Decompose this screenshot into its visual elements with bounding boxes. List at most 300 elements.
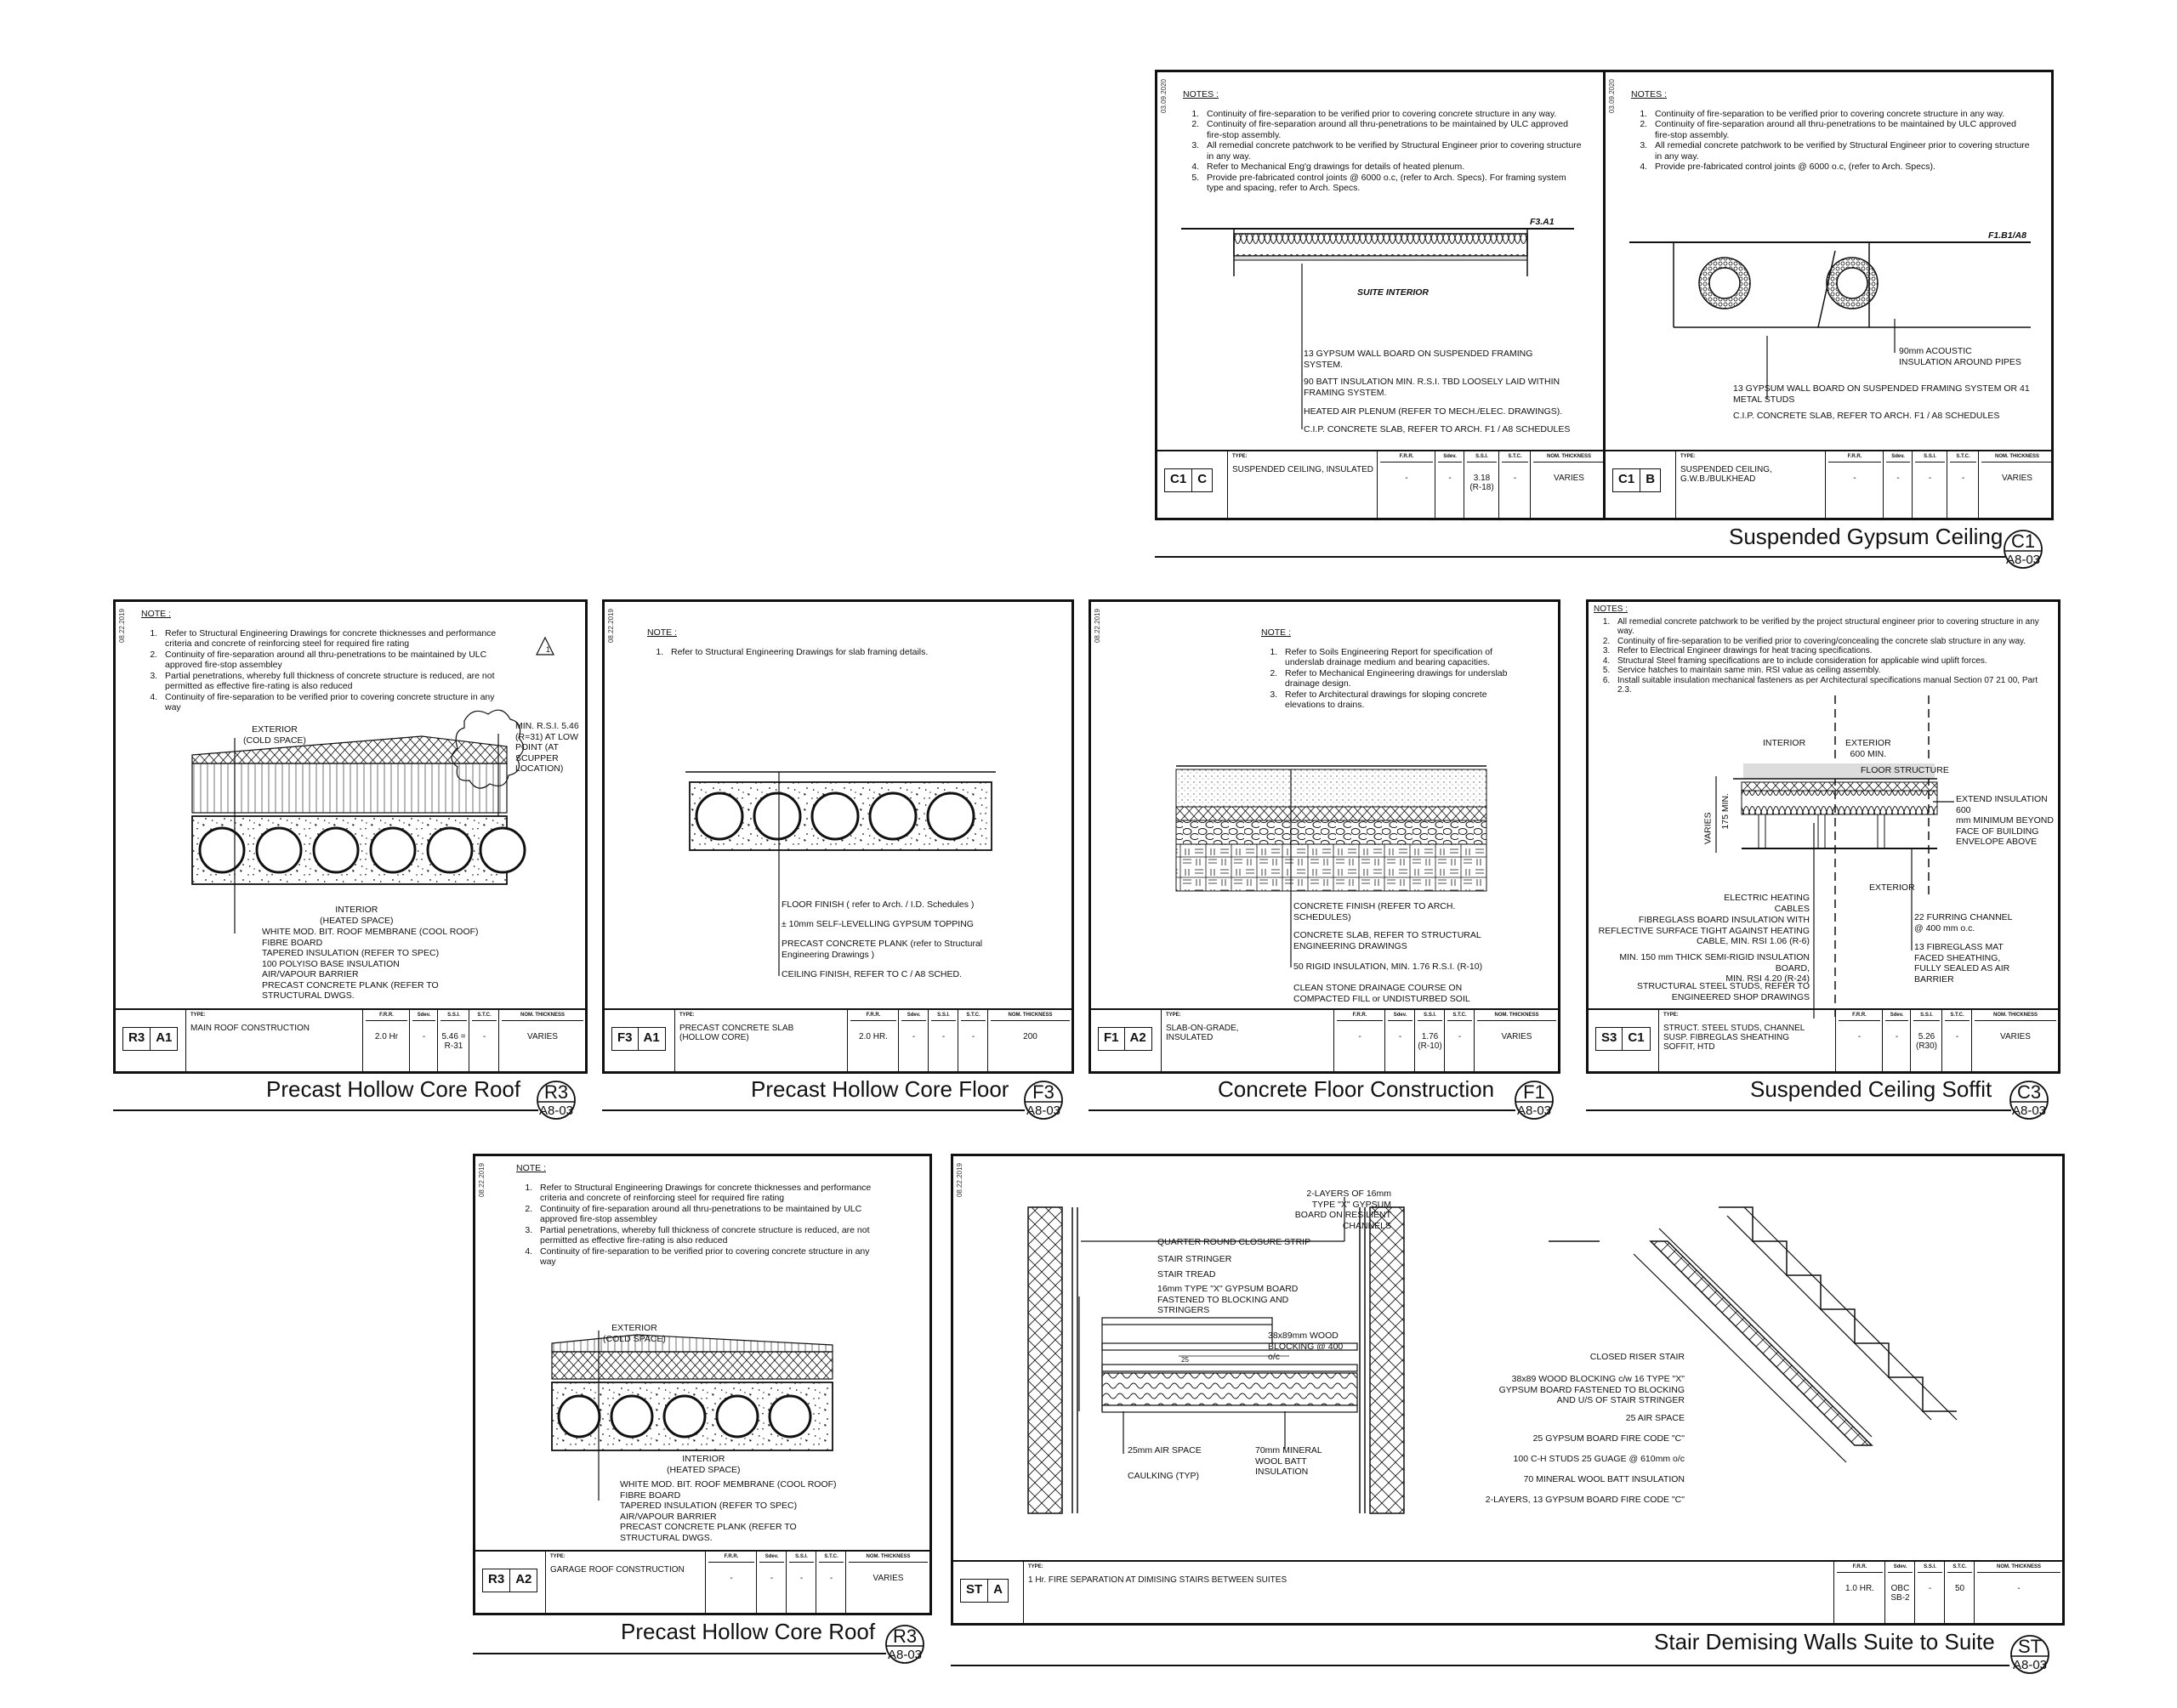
rating-value: - [1398, 1032, 1402, 1041]
title-block [1157, 450, 1603, 518]
rating-column [1474, 1010, 1559, 1071]
rating-column [987, 1010, 1072, 1071]
rating-value: 200 [1023, 1032, 1037, 1041]
assembly-type [185, 1010, 363, 1071]
assembly-type [674, 1010, 848, 1071]
note-item: 1. All remedial concrete patchwork to be verified by the project structural engineer prior to covering structure in any way. [1612, 617, 2049, 637]
detail-c1-b [1603, 70, 2054, 520]
right-label-1: CLOSED RISER STAIR [1589, 1352, 1685, 1362]
rating-header: Sdev. [1888, 1562, 1913, 1573]
detail-letter: B [1640, 469, 1660, 491]
note-item: 4. Continuity of fire-separation to be verified prior to covering concrete structure in any way [535, 1246, 873, 1268]
rating-column [1498, 451, 1531, 518]
delta-revision-number: 1 [546, 645, 551, 654]
rating-header: NOM. THICKNESS [1981, 451, 2053, 462]
rating-value: VARIES [527, 1032, 558, 1041]
layer-label-2: 13 GYPSUM WALL BOARD ON SUSPENDED FRAMING SYSTEM OR 41 METAL STUDS [1733, 383, 2030, 405]
interior-label: INTERIOR [1763, 738, 1806, 748]
detail-f3-a1 [602, 599, 1074, 1074]
note-item: 2. Continuity of fire-separation to be verified prior to covering/concealing the concrete slab structure in any way. [1612, 637, 2049, 647]
rating-header: NOM. THICKNESS [1977, 1562, 2060, 1573]
detail-code-box [1164, 468, 1213, 492]
rating-column [1384, 1010, 1415, 1071]
rating-value: - [1896, 474, 1900, 483]
note-item: 4. Provide pre-fabricated control joints @ 6000 o.c, (refer to Arch. Specs). [1650, 162, 2031, 173]
top-label: 2-LAYERS OF 16mm TYPE "X" GYPSUM BOARD ON RESILIENT CHANNELS [1294, 1189, 1391, 1231]
drawing-title-c1: Suspended Gypsum Ceiling [1729, 524, 2004, 549]
rating-header: S.T.C. [472, 1010, 497, 1021]
type-header: TYPE: [1232, 454, 1248, 459]
rating-value: VARIES [2000, 1032, 2031, 1041]
rating-column [1974, 1562, 2063, 1623]
left-label-2: FIBREGLASS BOARD INSULATION WITH REFLECTIVE SURFACE TIGHT AGAINST HEATING CABLE, MIN. RSI 1.06 (R-6) [1598, 915, 1810, 946]
left-label-4: STRUCTURAL STEEL STUDS, REFER TO ENGINEERED SHOP DRAWINGS [1636, 981, 1810, 1002]
rating-value: - [912, 1032, 916, 1041]
type-value: GARAGE ROOF CONSTRUCTION [550, 1565, 685, 1575]
rating-header: NOM. THICKNESS [1975, 1010, 2056, 1021]
exterior-label: EXTERIOR (COLD SPACE) [243, 724, 306, 746]
layer-labels: WHITE MOD. BIT. ROOF MEMBRANE (COOL ROOF) FIBRE BOARD TAPERED INSULATION (REFER TO SPEC) 100 POLYISO BASE INSULATION AIR/VAPOUR BARRIER PRECAST CONCRETE PLANK (REFER TO STRUCTURAL DWGS. [262, 927, 479, 1001]
interior-label: INTERIOR (HEATED SPACE) [667, 1454, 741, 1475]
rating-value: - [730, 1574, 733, 1583]
note-item: 5. Service hatches to maintain same min. RSI value as ceiling assembly. [1612, 666, 2049, 676]
rating-column [1882, 1010, 1911, 1071]
rating-column [362, 1010, 410, 1071]
rating-header: S.T.C. [819, 1552, 844, 1563]
left-label-4: 16mm TYPE "X" GYPSUM BOARD FASTENED TO BLOCKING AND STRINGERS [1157, 1284, 1299, 1315]
title-underline [473, 1653, 886, 1654]
title-block [953, 1560, 2062, 1623]
type-value: STRUCT. STEEL STUDS, CHANNEL SUSP. FIBREGLAS SHEATHING SOFFIT, HTD [1663, 1024, 1805, 1052]
bubble-number: C3 [2016, 1081, 2042, 1103]
bubble-number: F1 [1523, 1081, 1545, 1103]
rating-header: S.T.C. [1947, 1562, 1972, 1573]
bubble-sheet: A8-03 [887, 1648, 923, 1662]
rating-value: - [2017, 1584, 2021, 1593]
layer-label-1: CONCRETE FINISH (REFER TO ARCH. SCHEDULES) [1293, 901, 1456, 922]
title-block [116, 1008, 585, 1071]
notes-title: NOTES : [1594, 604, 1628, 614]
rating-value: - [422, 1032, 426, 1041]
detail-number: R3 [488, 1572, 505, 1586]
detail-st-a [951, 1154, 2065, 1626]
bubble-sheet: A8-03 [2012, 1658, 2048, 1672]
rating-column [1914, 1562, 1945, 1623]
rating-column [1464, 451, 1499, 518]
rating-value: 3.18 (R-18) [1469, 474, 1494, 492]
rating-column [1435, 451, 1464, 518]
detail-code-box [122, 1027, 178, 1051]
min-175-dimension: 175 MIN. [1720, 792, 1731, 830]
rating-header: F.R.R. [1380, 451, 1433, 462]
type-value: SLAB-ON-GRADE, INSULATED [1166, 1024, 1239, 1042]
rating-column [1444, 1010, 1475, 1071]
note-item: 1. Refer to Structural Engineering Drawings for concrete thicknesses and performance criteria and concrete of reinforcing steel for required fire rating [160, 628, 503, 650]
exterior-label: EXTERIOR (COLD SPACE) [603, 1323, 666, 1344]
detail-letter: A1 [150, 1028, 177, 1050]
type-header: TYPE: [1663, 1013, 1679, 1018]
detail-number: R3 [128, 1030, 145, 1045]
rating-value: - [1405, 474, 1408, 483]
note-item: 3. All remedial concrete patchwork to be verified by Structural Engineer prior to covering structure in any way. [1202, 140, 1583, 162]
exterior-label: EXTERIOR 600 MIN. [1845, 738, 1891, 759]
rating-column [1530, 451, 1607, 518]
assembly-type [1658, 1010, 1836, 1071]
rating-value: 5.26 (R30) [1915, 1032, 1937, 1051]
layer-label-4: CEILING FINISH, REFER TO C / A8 SCHED. [782, 969, 962, 979]
rating-header: F.R.R. [850, 1010, 896, 1021]
rating-column [928, 1010, 958, 1071]
rating-column [1910, 1010, 1942, 1071]
detail-letter: C1 [1622, 1028, 1649, 1050]
rating-column [1377, 451, 1435, 518]
rating-header: F.R.R. [366, 1010, 407, 1021]
section-bubble-r3 [536, 1080, 577, 1121]
rating-value: - [1513, 474, 1517, 483]
detail-number: F3 [617, 1030, 633, 1045]
type-value: PRECAST CONCRETE SLAB (HOLLOW CORE) [679, 1024, 794, 1042]
rating-header: NOM. THICKNESS [1477, 1010, 1556, 1021]
layer-label-2: CONCRETE SLAB, REFER TO STRUCTURAL ENGINEERING DRAWINGS [1293, 930, 1481, 951]
rating-column [409, 1010, 438, 1071]
note-item: 2. Continuity of fire-separation around all thru-penetrations to be maintained by ULC approved fire-stop assembley [535, 1204, 873, 1225]
right-label-2: 22 FURRING CHANNEL @ 400 mm o.c. [1914, 912, 2013, 933]
type-header: TYPE: [679, 1013, 695, 1018]
assembly-type [1227, 451, 1378, 518]
title-underline [113, 1109, 538, 1111]
layer-label-2: 90 BATT INSULATION MIN. R.S.I. TBD LOOSELY LAID WITHIN FRAMING SYSTEM. [1304, 377, 1560, 398]
right-label-3: 25 AIR SPACE [1625, 1413, 1685, 1423]
note-item: 1. Refer to Structural Engineering Drawings for slab framing details. [666, 647, 1030, 658]
layer-label-1: FLOOR FINISH ( refer to Arch. / I.D. Schedules ) [782, 899, 975, 910]
note-item: 4. Structural Steel framing specifications are to include consideration for applicable wind uplift forces. [1612, 656, 2049, 667]
left-label-3: STAIR TREAD [1157, 1269, 1216, 1280]
rating-header: Sdev. [1438, 451, 1462, 462]
notes-title: NOTES : [1631, 89, 1668, 99]
rating-header: NOM. THICKNESS [849, 1552, 928, 1563]
rating-header: Sdev. [1886, 451, 1910, 462]
note-item: 4. Refer to Mechanical Eng'g drawings for details of heated plenum. [1202, 162, 1583, 173]
section-bubble-c1 [2003, 529, 2043, 570]
rating-value: - [1928, 1584, 1932, 1593]
type-value: MAIN ROOF CONSTRUCTION [190, 1024, 310, 1033]
rating-value: - [770, 1574, 774, 1583]
rating-value: - [482, 1032, 486, 1041]
right-label-4: 25 GYPSUM BOARD FIRE CODE "C" [1532, 1433, 1685, 1444]
notes-title: NOTE : [516, 1163, 547, 1173]
right-label-7: 2-LAYERS, 13 GYPSUM BOARD FIRE CODE "C" [1485, 1495, 1685, 1505]
rating-column [469, 1010, 499, 1071]
section-bubble-st [2009, 1634, 2050, 1675]
rating-column [756, 1552, 787, 1613]
bubble-sheet: A8-03 [538, 1104, 574, 1118]
rating-header: Sdev. [901, 1010, 926, 1021]
rating-value: - [829, 1574, 833, 1583]
rating-value: VARIES [1554, 474, 1584, 483]
rating-column [1978, 451, 2055, 518]
title-block [1091, 1008, 1558, 1071]
right-label-5: 100 C-H STUDS 25 GUAGE @ 610mm o/c [1513, 1454, 1685, 1464]
type-header: TYPE: [550, 1554, 566, 1559]
rating-column [1912, 451, 1947, 518]
left-label-2: STAIR STRINGER [1157, 1254, 1232, 1264]
layer-labels: WHITE MOD. BIT. ROOF MEMBRANE (COOL ROOF) FIBRE BOARD TAPERED INSULATION (REFER TO SPEC) AIR/VAPOUR BARRIER PRECAST CONCRETE PLANK (REFER TO STRUCTURAL DWGS. [620, 1479, 837, 1543]
rating-column [1971, 1010, 2059, 1071]
title-underline [951, 1665, 2009, 1666]
detail-code-box [611, 1027, 666, 1051]
rating-value: 1.0 HR. [1845, 1584, 1874, 1593]
rating-header: S.T.C. [1447, 1010, 1472, 1021]
dimension-label: 25 [1181, 1356, 1189, 1364]
rating-value: OBC SB-2 [1890, 1584, 1910, 1603]
drawing-title-st: Stair Demising Walls Suite to Suite [1654, 1629, 1995, 1654]
rating-header: NOM. THICKNESS [1533, 451, 1605, 462]
rating-value: - [1895, 1032, 1899, 1041]
rating-header: NOM. THICKNESS [502, 1010, 583, 1021]
detail-number: C1 [1170, 472, 1187, 486]
section-bubble-c3 [2009, 1080, 2049, 1121]
detail-number: F1 [1104, 1030, 1119, 1045]
detail-code-box [482, 1569, 537, 1592]
detail-number: ST [966, 1582, 983, 1597]
note-item: 3. Refer to Architectural drawings for sloping concrete elevations to drains. [1280, 689, 1516, 711]
note-item: 1. Refer to Structural Engineering Drawings for concrete thicknesses and performance criteria and concrete of reinforcing steel for required fire rating [535, 1183, 873, 1204]
layer-label-3: C.I.P. CONCRETE SLAB, REFER TO ARCH. F1 / A8 SCHEDULES [1733, 411, 2000, 421]
rating-header: S.S.I. [1467, 451, 1497, 462]
rating-value: - [971, 1032, 975, 1041]
detail-r3-a1 [113, 599, 588, 1074]
title-underline [1088, 1109, 1515, 1111]
note-item: 1. Refer to Soils Engineering Report for specification of underslab drainage medium and bearing capacities. [1280, 647, 1516, 668]
floor-structure-label: FLOOR STRUCTURE [1861, 765, 1949, 775]
bulkhead-section-drawing [1606, 72, 2051, 463]
rating-column [1941, 1010, 1972, 1071]
detail-letter: A [987, 1580, 1008, 1602]
date-stamp: 08.22.2019 [478, 1163, 486, 1198]
rating-column [845, 1552, 930, 1613]
rating-value: 1.76 (R-10) [1418, 1032, 1442, 1051]
left-label-3: MIN. 150 mm THICK SEMI-RIGID INSULATION BOARD, MIN. RSI 4.20 (R-24) [1619, 952, 1810, 984]
ceiling-section-drawing [1157, 72, 1603, 463]
detail-c1-c [1155, 70, 1606, 520]
drawing-title-f1: Concrete Floor Construction [1218, 1076, 1495, 1102]
rating-header: S.S.I. [789, 1552, 814, 1563]
layer-label-4: CLEAN STONE DRAINAGE COURSE ON COMPACTED FILL or UNDISTURBED SOIL [1293, 983, 1470, 1004]
type-header: TYPE: [1028, 1564, 1043, 1569]
exterior-mid-label: EXTERIOR [1869, 882, 1915, 893]
room-label: SUITE INTERIOR [1357, 287, 1430, 298]
rating-column [705, 1552, 757, 1613]
rating-column [816, 1552, 846, 1613]
note-item: 2. Refer to Mechanical Engineering drawings for underslab drainage design. [1280, 668, 1516, 689]
date-stamp: 03.09.2020 [1608, 79, 1616, 114]
assembly-type [1023, 1562, 1834, 1623]
detail-number: S3 [1601, 1030, 1617, 1045]
interior-label: INTERIOR (HEATED SPACE) [320, 905, 394, 926]
note-item: 3. Refer to Electrical Engineer drawings for heat tracing specifications. [1612, 646, 2049, 656]
title-underline [602, 1109, 1025, 1111]
rating-value: - [1955, 1032, 1959, 1041]
rating-header: Sdev. [1388, 1010, 1412, 1021]
type-value: 1 Hr. FIRE SEPARATION AT DIMISING STAIRS BETWEEN SUITES [1028, 1575, 1287, 1585]
air-space-label: 25mm AIR SPACE [1128, 1445, 1202, 1455]
layer-label-2: ± 10mm SELF-LEVELLING GYPSUM TOPPING [782, 919, 974, 929]
assembly-type [1161, 1010, 1334, 1071]
assembly-type [545, 1552, 706, 1613]
date-stamp: 08.22.2019 [1094, 609, 1101, 644]
rating-header: Sdev. [412, 1010, 435, 1021]
section-bubble-f3 [1023, 1080, 1064, 1121]
rating-value: 2.0 HR. [859, 1032, 888, 1041]
bubble-sheet: A8-03 [2005, 553, 2041, 567]
rating-column [1835, 1010, 1883, 1071]
detail-letter: A1 [638, 1028, 665, 1050]
rating-value: - [1448, 474, 1452, 483]
detail-letter: A2 [509, 1569, 537, 1592]
type-header: TYPE: [1166, 1013, 1181, 1018]
detail-r3-a2 [473, 1154, 932, 1615]
detail-f1-a2 [1088, 599, 1560, 1074]
varies-dimension: VARIES [1702, 812, 1714, 845]
rating-column [786, 1552, 816, 1613]
detail-code-box [960, 1579, 1009, 1603]
rating-header: Sdev. [759, 1552, 784, 1563]
bubble-number: C1 [2010, 531, 2036, 552]
bubble-sheet: A8-03 [1516, 1104, 1552, 1118]
rating-header: F.R.R. [1828, 451, 1881, 462]
title-block [605, 1008, 1071, 1071]
bubble-number: F3 [1032, 1081, 1054, 1103]
rating-value: VARIES [1501, 1032, 1532, 1041]
title-block [1606, 450, 2051, 518]
note-item: 2. Continuity of fire-separation around all thru-penetrations to be maintained by ULC approved fire-stop assembly. [1650, 119, 2031, 140]
rating-value: VARIES [2002, 474, 2032, 483]
rating-header: S.S.I. [441, 1010, 467, 1021]
note-item: 6. Install suitable insulation mechanical fasteners as per Architectural specifications manual Section 07 21 00, Part 2.3. [1612, 676, 2049, 695]
drawing-title-c3: Suspended Ceiling Soffit [1750, 1076, 1992, 1102]
rating-column [847, 1010, 899, 1071]
rating-column [958, 1010, 988, 1071]
detail-ref-label: F3.A1 [1530, 217, 1555, 227]
slab-on-grade-drawing [1091, 602, 1558, 1019]
left-label-1: QUARTER ROUND CLOSURE STRIP [1157, 1237, 1311, 1247]
date-stamp: 03.09.2020 [1160, 79, 1168, 114]
rating-value: - [799, 1574, 804, 1583]
rating-header: S.S.I. [931, 1010, 956, 1021]
type-header: TYPE: [190, 1013, 206, 1018]
rating-column [898, 1010, 929, 1071]
note-item: 4. Continuity of fire-separation to be verified prior to covering concrete structure in any way [160, 692, 503, 713]
drawing-title-r3-garage: Precast Hollow Core Roof [621, 1619, 876, 1644]
blocking-label: 38x89mm WOOD BLOCKING @ 400 o/c [1268, 1331, 1344, 1362]
bubble-number: R3 [892, 1626, 918, 1647]
detail-letter: C [1191, 469, 1212, 491]
bubble-sheet: A8-03 [2011, 1104, 2047, 1118]
right-label-2: 38x89 WOOD BLOCKING c/w 16 TYPE "X" GYPSUM BOARD FASTENED TO BLOCKING AND U/S OF STAIR STRINGER [1498, 1374, 1685, 1405]
rating-column [1884, 1562, 1915, 1623]
detail-code-box [1612, 468, 1661, 492]
layer-label-1: 13 GYPSUM WALL BOARD ON SUSPENDED FRAMING SYSTEM. [1304, 349, 1533, 370]
rating-value: - [1853, 474, 1856, 483]
rating-header: S.T.C. [961, 1010, 986, 1021]
rating-header: F.R.R. [1839, 1010, 1880, 1021]
bubble-sheet: A8-03 [1026, 1104, 1061, 1118]
rating-header: S.S.I. [1918, 1562, 1942, 1573]
title-block [1589, 1008, 2058, 1071]
detail-code-box [1595, 1027, 1651, 1051]
detail-s3-c1 [1586, 599, 2060, 1074]
right-label-1: EXTEND INSULATION 600 mm MINIMUM BEYOND FACE OF BUILDING ENVELOPE ABOVE [1956, 794, 2054, 847]
title-underline [1586, 1109, 2011, 1111]
detail-letter: A2 [1124, 1028, 1151, 1050]
type-header: TYPE: [1680, 454, 1696, 459]
title-block [475, 1550, 929, 1613]
cloud-note: MIN. R.S.I. 5.46 (R=31) AT LOW POINT (AT SCUPPER LOCATION) [515, 721, 579, 774]
bubble-number: R3 [543, 1081, 569, 1103]
detail-ref-label: F1.B1/A8 [1988, 230, 2026, 241]
section-bubble-f1 [1514, 1080, 1555, 1121]
note-item: 3. Partial penetrations, whereby full thickness of concrete structure is reduced, are not permitted as effective fire-rating is also reduced [160, 671, 503, 692]
note-item: 5. Provide pre-fabricated control joints @ 6000 o.c, (refer to Arch. Specs). For framing system type and spacing, refer to Arch. Specs. [1202, 173, 1583, 194]
detail-number: C1 [1618, 472, 1635, 486]
rating-header: S.T.C. [1950, 451, 1976, 462]
type-value: SUSPENDED CEILING, INSULATED [1232, 465, 1373, 474]
rating-column [437, 1010, 469, 1071]
title-underline [1155, 556, 2005, 558]
note-item: 3. Partial penetrations, whereby full thickness of concrete structure is reduced, are not permitted as effective fire-rating is also reduced [535, 1225, 873, 1246]
rating-header: F.R.R. [1337, 1010, 1383, 1021]
left-label-1: ELECTRIC HEATING CABLES [1724, 893, 1810, 914]
rating-header: S.T.C. [1502, 451, 1528, 462]
rating-header: S.S.I. [1915, 451, 1945, 462]
rating-header: S.S.I. [1913, 1010, 1940, 1021]
mineral-wool-label: 70mm MINERAL WOOL BATT INSULATION [1255, 1445, 1322, 1477]
date-stamp: 08.22.2019 [607, 609, 615, 644]
notes-title: NOTES : [1183, 89, 1219, 99]
layer-label-3: 50 RIGID INSULATION, MIN. 1.76 R.S.I. (R-10) [1293, 962, 1483, 972]
layer-label-4: C.I.P. CONCRETE SLAB, REFER TO ARCH. F1 / A8 SCHEDULES [1304, 424, 1571, 434]
note-item: 3. All remedial concrete patchwork to be verified by Structural Engineer prior to covering structure in any way. [1650, 140, 2031, 162]
notes-title: NOTE : [647, 627, 678, 638]
rating-column [1414, 1010, 1445, 1071]
rating-column [1333, 1010, 1385, 1071]
type-value: SUSPENDED CEILING, G.W.B./BULKHEAD [1680, 465, 1772, 484]
rating-column [1825, 451, 1884, 518]
note-item: 1. Continuity of fire-separation to be verified prior to covering concrete structure in any way. [1202, 109, 1583, 120]
rating-column [1833, 1562, 1885, 1623]
date-stamp: 08.22.2019 [956, 1163, 963, 1198]
rating-column [1944, 1562, 1975, 1623]
rating-header: S.S.I. [1418, 1010, 1442, 1021]
rating-value: 5.46 = R-31 [441, 1032, 466, 1051]
rating-value: - [1358, 1032, 1361, 1041]
rating-value: - [1928, 474, 1932, 483]
rating-value: 50 [1954, 1584, 1965, 1593]
drawing-title-r3: Precast Hollow Core Roof [266, 1076, 521, 1102]
layer-label-1: 90mm ACOUSTIC INSULATION AROUND PIPES [1899, 346, 2021, 367]
layer-label-3: PRECAST CONCRETE PLANK (refer to Structural Engineering Drawings ) [782, 939, 983, 960]
rating-header: NOM. THICKNESS [991, 1010, 1070, 1021]
rating-header: F.R.R. [708, 1552, 754, 1563]
rating-value: - [941, 1032, 946, 1041]
rating-column [1947, 451, 1979, 518]
rating-header: Sdev. [1885, 1010, 1908, 1021]
section-bubble-r3-garage [884, 1624, 925, 1665]
detail-code-box [1098, 1027, 1152, 1051]
bubble-number: ST [2017, 1636, 2043, 1657]
notes-title: NOTE : [141, 609, 172, 619]
right-label-3: 13 FIBREGLASS MAT FACED SHEATHING, FULLY SEALED AS AIR BARRIER [1914, 942, 2010, 985]
